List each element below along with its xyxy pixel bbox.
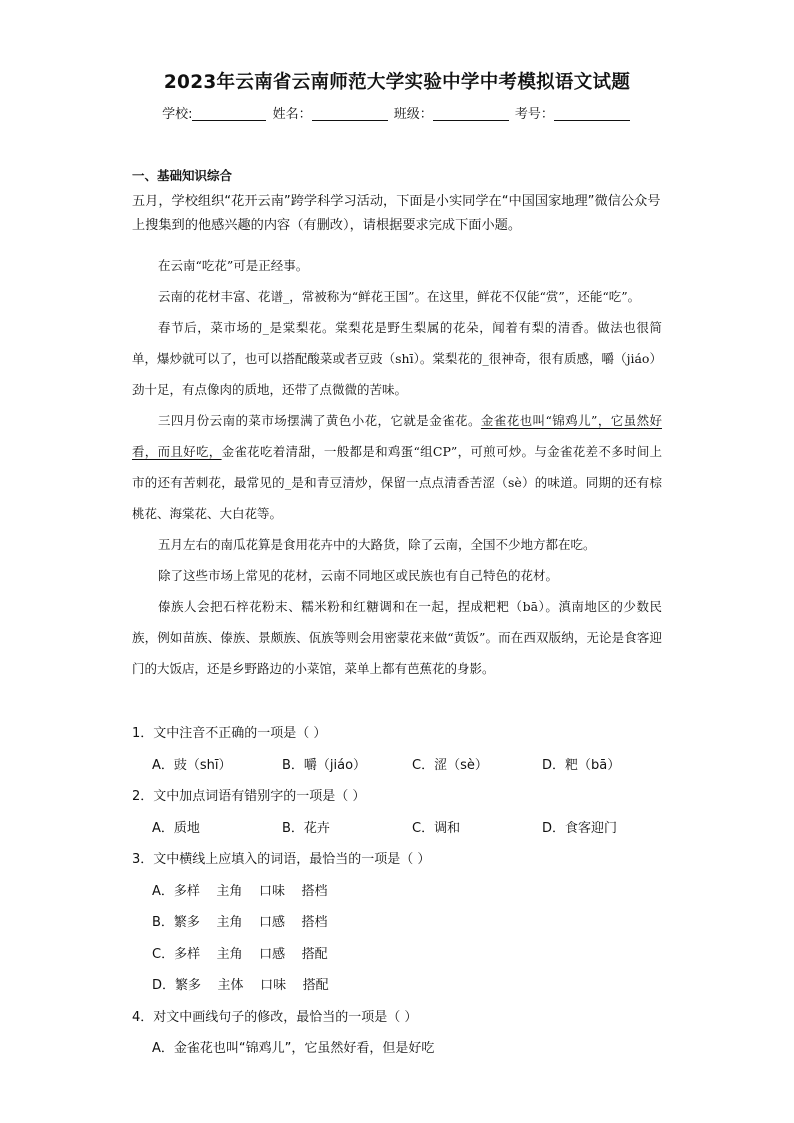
question-stem: 3．文中横线上应填入的词语，最恰当的一项是（ ） xyxy=(132,852,431,867)
option-b: B．嚼（jiáo） xyxy=(282,757,367,773)
option-row xyxy=(132,750,672,782)
question-4 xyxy=(132,1002,672,1065)
passage-paragraph: 除了这些市场上常见的花材，云南不同地区或民族也有自己特色的花材。 xyxy=(158,568,559,583)
question-1 xyxy=(132,718,672,781)
option-d: D．粑（bā） xyxy=(542,757,621,773)
passage-paragraph xyxy=(132,405,662,529)
name-blank xyxy=(312,106,388,121)
passage-paragraph: 云南的花材丰富、花谱_，常被称为“鲜花王国”。在这里，鲜花不仅能“赏”，还能“吃”。 xyxy=(158,289,641,304)
question-stem: 1．文中注音不正确的一项是（ ） xyxy=(132,726,327,741)
option-row xyxy=(132,813,672,845)
question-3 xyxy=(132,844,672,1002)
question-list xyxy=(132,718,672,1065)
passage-paragraph: 春节后，菜市场的_是棠梨花。棠梨花是野生梨属的花朵，闻着有梨的清香。做法也很简单，爆炒就可以了，也可以搭配酸菜或者豆豉（shī）。棠梨花的_很神奇，很有质感，嚼（jiáo）劲十足，有点像肉的质地，还带了点微微的苦味。 xyxy=(132,320,662,397)
option-b: B．花卉 xyxy=(282,820,330,836)
option-d: D．食客迎门 xyxy=(542,820,618,836)
option-c: C．涩（sè） xyxy=(412,757,488,773)
section-heading: 一、基础知识综合 xyxy=(132,168,233,183)
class-label: 班级： xyxy=(393,107,433,122)
option-c: C．调和 xyxy=(412,820,461,836)
exam-title: 2023年云南省云南师范大学实验中学中考模拟语文试题 xyxy=(163,72,631,93)
question-2 xyxy=(132,781,672,844)
exam-number-blank xyxy=(554,106,630,121)
passage-paragraph: 在云南“吃花”可是正经事。 xyxy=(158,258,309,273)
passage-paragraph: 傣族人会把石梓花粉末、糯米粉和红糖调和在一起，捏成粑粑（bā）。滇南地区的少数民族，例如苗族、傣族、景颇族、佤族等则会用密蒙花来做“黄饭”。而在西双版纳，无论是食客迎门的大饭店，还是乡野路边的小菜馆，菜单上都有芭蕉花的身影。 xyxy=(132,599,662,676)
question-stem: 2．文中加点词语有错别字的一项是（ ） xyxy=(132,789,366,804)
reading-passage xyxy=(132,250,662,684)
option-d: D．繁多 主体 口味 搭配 xyxy=(152,978,329,993)
option-a: A．豉（shī） xyxy=(152,757,232,773)
passage-text: 金雀花吃着清甜，一般都是和鸡蛋“组CP”，可煎可炒。与金雀花差不多时间上市的还有苦刺花，最常见的_是和青豆清炒，保留一点点清香苦涩（sè）的味道。同期的还有棕桃花、海棠花、大白花等。 xyxy=(132,444,662,521)
name-label: 姓名： xyxy=(272,107,312,122)
exam-number-label: 考号： xyxy=(514,107,554,122)
school-label: 学校: xyxy=(162,107,193,122)
intro-paragraph: 五月，学校组织“花开云南”跨学科学习活动，下面是小实同学在“中国国家地理”微信公众号上搜集到的他感兴趣的内容（有删改），请根据要求完成下面小题。 xyxy=(132,194,661,233)
student-info-line xyxy=(0,103,794,122)
option-a: A．金雀花也叫“锦鸡儿”，它虽然好看，但是好吃 xyxy=(152,1041,435,1056)
school-blank xyxy=(192,106,266,121)
option-a: A．多样 主角 口味 搭档 xyxy=(152,883,328,899)
underlined-sentence: 金雀花也叫“锦鸡儿”，它虽然好看，而且好吃， xyxy=(132,413,662,459)
option-c: C．多样 主角 口感 搭配 xyxy=(152,946,328,962)
passage-paragraph: 五月左右的南瓜花算是食用花卉中的大路货，除了云南，全国不少地方都在吃。 xyxy=(158,537,596,552)
option-b: B．繁多 主角 口感 搭档 xyxy=(152,915,328,930)
class-blank xyxy=(433,106,509,121)
question-stem: 4．对文中画线句子的修改，最恰当的一项是（ ） xyxy=(132,1009,418,1025)
passage-text: 三四月份云南的菜市场摆满了黄色小花，它就是金雀花。 xyxy=(158,413,481,428)
option-a: A．质地 xyxy=(152,820,200,836)
